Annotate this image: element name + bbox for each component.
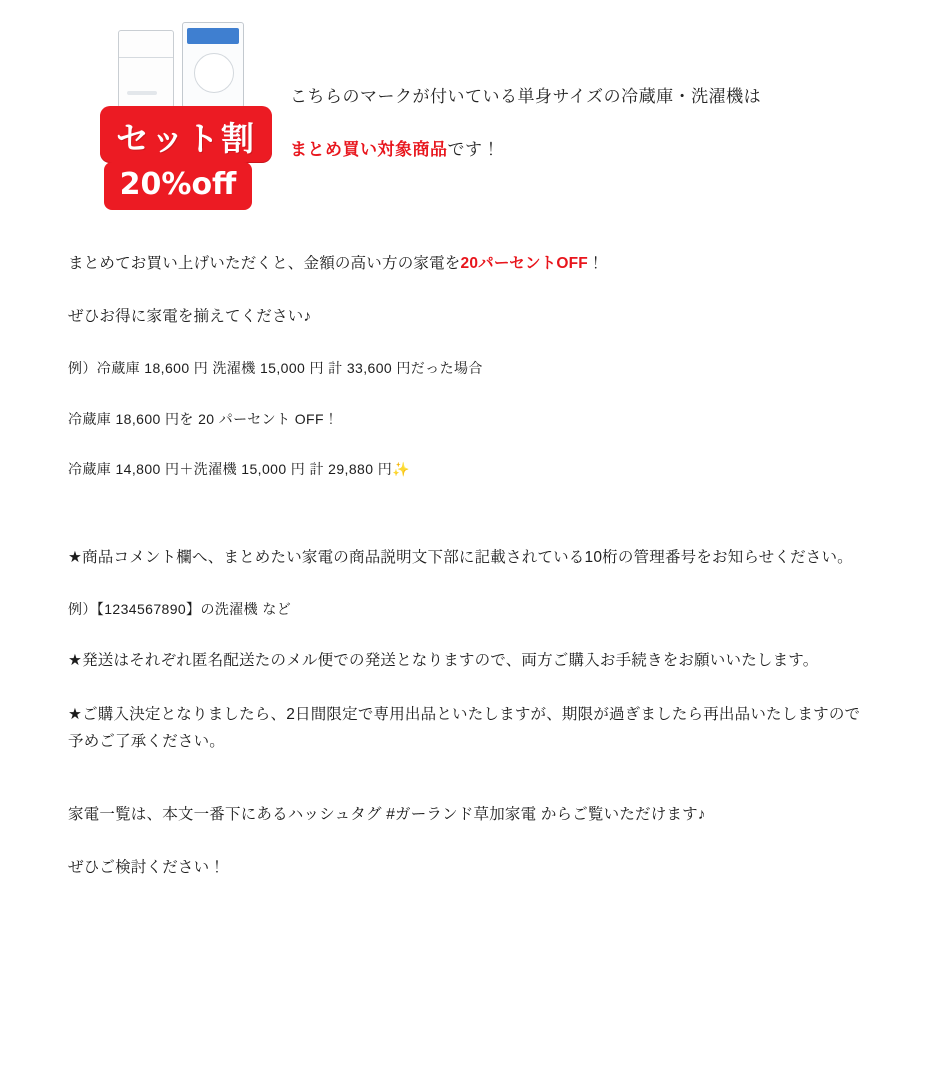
header-line-2-rest: です！: [447, 140, 500, 159]
set-discount-label: セット割: [116, 119, 256, 158]
body-copy: [68, 250, 868, 907]
washer-drum: [194, 53, 234, 93]
intro-pre: まとめてお買い上げいただくと、金額の高い方の家電を: [68, 255, 461, 272]
sparkle-icon: ✨: [392, 461, 410, 478]
note-paragraph-1: ★商品コメント欄へ、まとめたい家電の商品説明文下部に記載されている10桁の管理番号をお知らせください。: [68, 548, 853, 566]
header-line-1: こちらのマークが付いている単身サイズの冷蔵庫・洗濯機は: [290, 87, 762, 106]
intro-paragraph-2: ぜひお得に家電を揃えてください♪: [68, 308, 312, 326]
header-text-block: [290, 82, 890, 160]
example-line-3: [68, 457, 868, 482]
header-emphasis: まとめ買い対象商品: [290, 140, 448, 159]
closing-paragraph-1: 家電一覧は、本文一番下にあるハッシュタグ #ガーランド草加家電 からご覧いただけます♪: [68, 805, 706, 823]
example-line-2: 冷蔵庫 18,600 円を 20 パーセント OFF！: [68, 410, 339, 427]
promo-header: [0, 0, 926, 215]
washer-lid: [187, 28, 239, 44]
spacer: [68, 508, 868, 544]
example-line-3-text: 冷蔵庫 14,800 円＋洗濯機 15,000 円 計 29,880 円: [68, 461, 393, 478]
note-paragraph-3: ★ご購入決定となりましたら、2日間限定で専用出品といたしますが、期限が過ぎましたら再出品いたしますので予めご了承ください。: [68, 705, 861, 750]
spacer-2: [68, 781, 868, 801]
intro-paragraph: [68, 250, 868, 277]
example-line-1: 例）冷蔵庫 18,600 円 洗濯機 15,000 円 計 33,600 円だった場合: [68, 360, 483, 377]
header-line-2: [290, 135, 890, 160]
washing-machine-icon: [182, 22, 244, 108]
closing-paragraph-2: ぜひご検討ください！: [68, 858, 226, 876]
percent-off-label: 20%off: [119, 167, 237, 202]
note-paragraph-2: ★発送はそれぞれ匿名配送たのメル便での発送となりますので、両方ご購入お手続きをお願いいたします。: [68, 652, 819, 670]
appliance-illustration: [118, 22, 268, 114]
refrigerator-icon: [118, 30, 174, 108]
percent-off-badge: [104, 162, 252, 210]
note-example-1: 例）【1234567890】の洗濯機 など: [68, 600, 292, 617]
intro-emphasis: 20パーセントOFF: [460, 255, 588, 272]
set-discount-ribbon: [100, 106, 272, 162]
intro-post: ！: [587, 255, 604, 272]
set-discount-badge: [100, 22, 275, 207]
